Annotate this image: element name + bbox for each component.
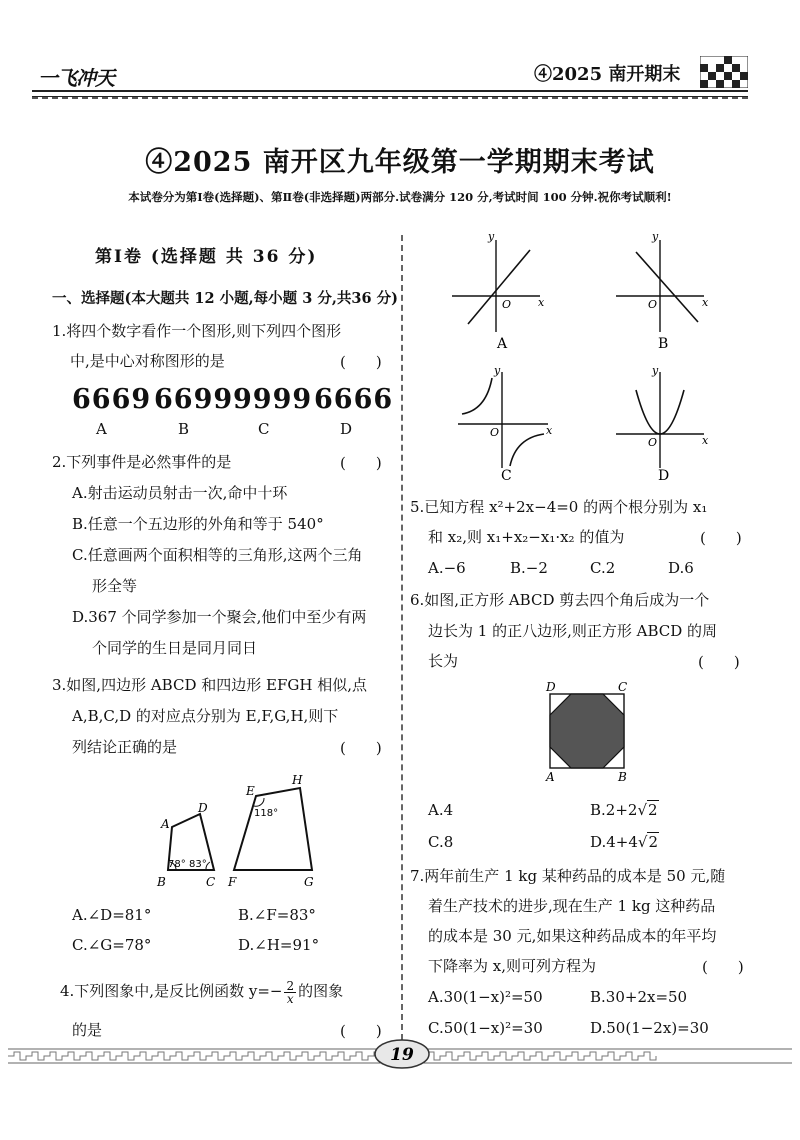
q1-stem-line2: 中,是中心对称图形的是 [70, 352, 225, 370]
q6-option-d: D.4+4√2 [590, 833, 659, 851]
graph-a [452, 230, 545, 352]
q2-option-b: B.任意一个五边形的外角和等于 540° [72, 515, 324, 533]
q2-option-c-line1: C.任意画两个面积相等的三角形,这两个三角 [72, 546, 363, 564]
q5-option-d: D.6 [668, 559, 694, 577]
q3-answer-paren: ( ) [340, 739, 382, 757]
q6-octagon-figure [536, 680, 636, 784]
graph-d-x-axis: x [702, 434, 709, 447]
q3-label-e: E [246, 784, 255, 798]
q4-stem-pre: 4.下列图象中,是反比例函数 y=− [60, 982, 283, 1000]
q6-option-d-text: D.4+4 [590, 833, 638, 851]
q5-stem-line1: 5.已知方程 x²+2x−4=0 的两个根分别为 x₁ [410, 498, 708, 516]
q7-stem-line3: 的成本是 30 元,如果这种药品成本的年平均 [428, 927, 717, 945]
graph-a-origin: O [502, 298, 512, 311]
q6-answer-paren: ( ) [698, 653, 740, 671]
graph-a-label: A [497, 336, 508, 352]
q2-stem: 2.下列事件是必然事件的是 [52, 453, 232, 471]
q6-label-a: A [546, 770, 555, 784]
q3-stem-line1: 3.如图,四边形 ABCD 和四边形 EFGH 相似,点 [52, 676, 367, 694]
graph-a-x-axis: x [538, 296, 545, 309]
graph-d-label: D [658, 468, 670, 484]
page-number-badge [374, 1038, 430, 1070]
q1-answer-paren: ( ) [340, 353, 382, 371]
q7-stem-line2: 着生产技术的进步,现在生产 1 kg 这种药品 [428, 897, 716, 915]
q6-label-c: C [618, 680, 628, 694]
q4-stem-line2: 的是 [72, 1021, 103, 1039]
column-divider [401, 235, 403, 1040]
q3-label-h: H [292, 773, 303, 787]
q1-figure-a: 6669 [72, 384, 152, 415]
q5-option-b: B.−2 [510, 559, 548, 577]
q3-option-d: D.∠H=91° [238, 936, 320, 954]
q3-label-g: G [304, 875, 314, 889]
part-heading: 一、选择题(本大题共 12 小题,每小题 3 分,共36 分) [52, 290, 399, 307]
exam-notice: 本试卷分为第Ⅰ卷(选择题)、第Ⅱ卷(非选择题)两部分.试卷满分 120 分,考试时间 100 分钟.祝你考试顺利! [128, 190, 672, 204]
q2-option-a: A.射击运动员射击一次,命中十环 [72, 484, 288, 502]
graph-b-y-axis: y [652, 230, 659, 243]
graph-d-y-axis: y [652, 364, 659, 377]
q6-stem-line3: 长为 [428, 652, 459, 670]
graph-c-label: C [501, 468, 512, 484]
graph-d [616, 364, 709, 484]
graph-c [458, 364, 553, 484]
q1-label-d: D [340, 420, 353, 438]
graph-c-x-axis: x [546, 424, 553, 437]
q5-option-c: C.2 [590, 559, 616, 577]
checker-ornament [700, 56, 748, 88]
graph-b-x-axis: x [702, 296, 709, 309]
q3-label-b: B [157, 875, 166, 889]
graph-a-y-axis: y [488, 230, 495, 243]
q3-label-d: D [198, 801, 208, 815]
q4-stem-line1 [60, 976, 343, 1006]
q6-option-b-text: B.2+2 [590, 801, 638, 819]
q7-option-c: C.50(1−x)²=30 [428, 1019, 543, 1037]
q6-stem-line2: 边长为 1 的正八边形,则正方形 ABCD 的周 [428, 622, 718, 640]
q3-quadrilaterals-figure [150, 770, 330, 895]
q4-fraction [284, 980, 296, 1005]
q6-option-b: B.2+2√2 [590, 801, 658, 819]
q3-stem-line2: A,B,C,D 的对应点分别为 E,F,G,H,则下 [72, 707, 339, 725]
q1-figure-c: 9999 [233, 384, 313, 415]
q4-stem-post: 的图象 [298, 982, 344, 1000]
section-title: 第Ⅰ卷 (选择题 共 36 分) [95, 247, 318, 267]
graph-d-origin: O [648, 436, 658, 449]
q2-option-c-line2: 形全等 [92, 577, 138, 595]
q5-option-a: A.−6 [428, 559, 466, 577]
q1-figure-b: 6699 [154, 384, 234, 415]
graph-c-origin: O [490, 426, 500, 439]
q3-angle-b: 78° [168, 859, 186, 870]
q3-option-b: B.∠F=83° [238, 906, 316, 924]
q7-stem-line1: 7.两年前生产 1 kg 某种药品的成本是 50 元,随 [410, 867, 726, 885]
q1-label-c: C [258, 420, 270, 438]
q1-label-a: A [96, 420, 107, 438]
q7-option-a: A.30(1−x)²=50 [428, 988, 543, 1006]
q6-label-d: D [546, 680, 556, 694]
q3-label-f: F [228, 875, 237, 889]
q1-label-b: B [178, 420, 190, 438]
q5-stem-line2: 和 x₂,则 x₁+x₂−x₁·x₂ 的值为 [428, 528, 625, 546]
graph-b [616, 230, 709, 352]
q2-answer-paren: ( ) [340, 454, 382, 472]
series-label: ④2025 南开期末 [534, 64, 681, 85]
q7-option-b: B.30+2x=50 [590, 988, 688, 1006]
q4-answer-paren: ( ) [340, 1022, 382, 1040]
q4-fraction-num: 2 [286, 978, 295, 993]
q3-angle-e: 118° [254, 808, 279, 819]
q1-stem-line1: 1.将四个数字看作一个图形,则下列四个图形 [52, 322, 342, 340]
q3-stem-line3: 列结论正确的是 [72, 738, 178, 756]
q5-answer-paren: ( ) [700, 529, 742, 547]
q3-label-a: A [161, 817, 170, 831]
graph-b-label: B [658, 336, 669, 352]
q4-graphs-figure [440, 228, 730, 488]
q7-stem-line4: 下降率为 x,则可列方程为 [428, 957, 596, 975]
q6-label-b: B [618, 770, 627, 784]
q3-label-c: C [206, 875, 216, 889]
q2-option-d-line2: 个同学的生日是同月同日 [92, 639, 258, 657]
graph-b-origin: O [648, 298, 658, 311]
q6-option-c: C.8 [428, 833, 454, 851]
header-rule [32, 90, 748, 97]
header-dashed-rule [32, 97, 748, 99]
q7-answer-paren: ( ) [702, 958, 744, 976]
q4-fraction-den: x [286, 991, 294, 1006]
brand-logo: 一飞冲天 [38, 66, 114, 90]
q7-option-d: D.50(1−2x)=30 [590, 1019, 709, 1037]
q6-option-a: A.4 [428, 801, 454, 819]
q3-angle-c: 83° [189, 859, 207, 870]
page-title: ④2025 南开区九年级第一学期期末考试 [145, 147, 655, 178]
q6-option-d-radicand: 2 [648, 833, 659, 851]
graph-c-y-axis: y [494, 364, 501, 377]
q3-option-c: C.∠G=78° [72, 936, 152, 954]
q1-figure-d: 6666 [314, 384, 394, 415]
q6-stem-line1: 6.如图,正方形 ABCD 剪去四个角后成为一个 [410, 591, 710, 609]
q3-option-a: A.∠D=81° [72, 906, 152, 924]
q6-option-b-radicand: 2 [648, 801, 658, 819]
page-number: 19 [390, 1045, 414, 1065]
q2-option-d-line1: D.367 个同学参加一个聚会,他们中至少有两 [72, 608, 367, 626]
